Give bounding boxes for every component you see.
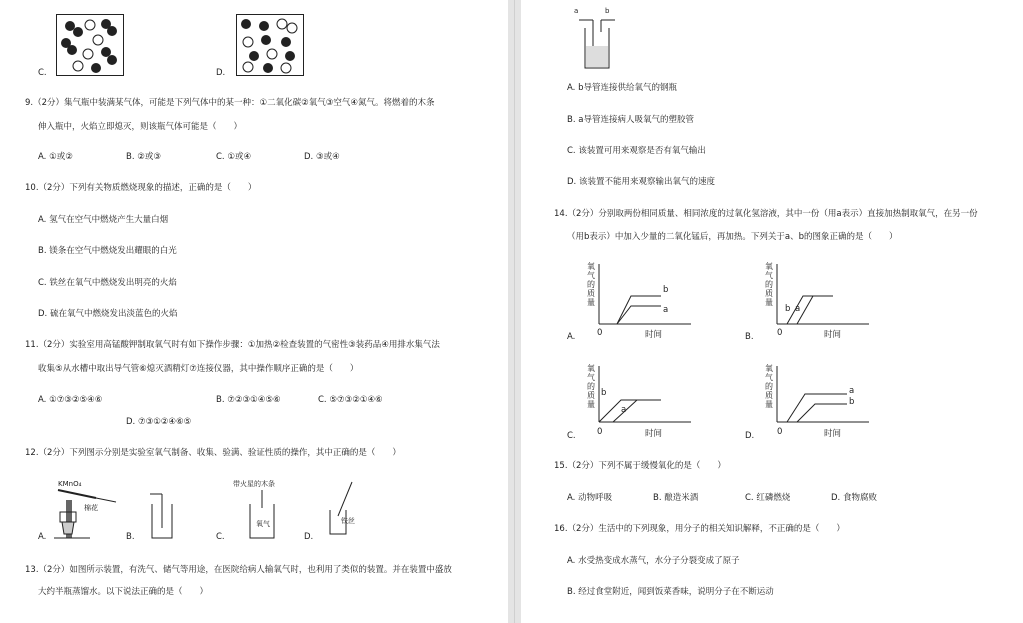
q11-option-b: B. ⑦②③①④⑤⑥ [216, 395, 281, 405]
q14-graph-a-series-a: a [663, 305, 669, 315]
q13-tube-b-label: b [605, 7, 610, 15]
q9-option-a: A. ①或② [38, 152, 73, 162]
q10-option-a: A. 氢气在空气中燃烧产生大量白烟 [38, 215, 169, 225]
right-page [521, 0, 1023, 623]
q14-graph-a-xlabel: 时间 [645, 330, 663, 340]
q12-option-b-collection-bottle [142, 490, 178, 542]
q12-option-b-label: B. [126, 532, 135, 542]
q14-graph-a-label: A. [567, 332, 576, 342]
q9-option-d: D. ③或④ [304, 152, 340, 162]
q13-option-c: C. 该装置可用来观察是否有氧气输出 [567, 146, 706, 156]
page-gutter [508, 0, 521, 623]
left-page [0, 0, 508, 623]
q12-option-d-label: D. [304, 532, 314, 542]
q14-graph-d-zero: 0 [777, 427, 783, 437]
q12-option-c-label: C. [216, 532, 225, 542]
q15-option-d: D. 食物腐败 [831, 493, 877, 503]
q8-option-d-label: D. [216, 68, 226, 78]
q10-option-d: D. 硫在氧气中燃烧发出淡蓝色的火焰 [38, 309, 178, 319]
q14-graph-b-zero: 0 [777, 328, 783, 338]
q13-stem-line1: 13.（2分）如图所示装置，有洗气、储气等用途，在医院给病人输氧气时，也利用了类似的装置。并在装置中盛放 [25, 565, 452, 575]
q14-graph-c-series-b: b [601, 388, 607, 398]
q9-option-b: B. ②或③ [126, 152, 161, 162]
q12-iron-label: 铁丝 [341, 517, 355, 525]
q15-stem: 15.（2分）下列不属于缓慢氧化的是（ ） [554, 461, 726, 471]
q9-stem-line1: 9.（2分）集气瓶中装满某气体，可能是下列气体中的某一种：①二氧化碳②氧气③空气④氮气。将燃着的木条 [25, 98, 435, 108]
q14-graph-b-series-b: b [785, 304, 791, 314]
q14-graph-c-label: C. [567, 431, 576, 441]
q8-option-d-diagram [236, 14, 304, 76]
q12-option-a-label: A. [38, 532, 47, 542]
q13-tube-a-label: a [574, 7, 579, 15]
q11-option-d: D. ⑦③①②④⑥⑤ [126, 417, 192, 427]
q15-option-c: C. 红磷燃烧 [745, 493, 791, 503]
q15-option-a: A. 动物呼吸 [567, 493, 613, 503]
q14-graph-c-xlabel: 时间 [645, 429, 663, 439]
q14-graph-d-label: D. [745, 431, 755, 441]
q14-stem-line2: （用b表示）中加入少量的二氧化锰后，再加热。下列关于a、b的图象正确的是（ ） [567, 232, 898, 242]
q12-splint-label: 带火星的木条 [233, 480, 275, 488]
q14-graph-c-ylabel: 氧 气 的 质 量 [587, 364, 595, 409]
q8-option-c-label: C. [38, 68, 47, 78]
q12-oxygen-label: 氧气 [256, 520, 270, 528]
q13-option-a: A. b导管连接供给氧气的钢瓶 [567, 83, 677, 93]
q13-option-b: B. a导管连接病人吸氧气的塑胶管 [567, 115, 694, 125]
q14-graph-a-ylabel: 氧 气 的 质 量 [587, 262, 595, 307]
q14-graph-a-series-b: b [663, 285, 669, 295]
q11-stem-line2: 收集⑤从水槽中取出导气管⑥熄灭酒精灯⑦连接仪器，其中操作顺序正确的是（ ） [38, 364, 359, 374]
q9-option-c: C. ①或④ [216, 152, 252, 162]
q14-graph-a [595, 262, 695, 328]
q14-graph-d-ylabel: 氧 气 的 质 量 [765, 364, 773, 409]
q16-option-a: A. 水受热变成水蒸气，水分子分裂变成了原子 [567, 556, 740, 566]
q12-option-d-iron-wire-bottle [322, 480, 362, 542]
q16-stem: 16.（2分）生活中的下列现象，用分子的相关知识解释，不正确的是（ ） [554, 524, 845, 534]
q12-cotton-label: 棉花 [84, 504, 98, 512]
q9-stem-line2: 伸入瓶中，火焰立即熄灭，则该瓶气体可能是（ ） [38, 122, 243, 132]
q14-graph-d-series-a: a [849, 386, 855, 396]
q16-option-b: B. 经过食堂附近，闻到饭菜香味，说明分子在不断运动 [567, 587, 774, 597]
q11-option-c: C. ⑤⑦③②①④⑥ [318, 395, 383, 405]
q12-kmno4-label: KMnO₄ [58, 480, 82, 488]
q11-option-a: A. ①⑦③②⑤④⑥ [38, 395, 103, 405]
q14-graph-b-xlabel: 时间 [824, 330, 842, 340]
q8-option-c-diagram [56, 14, 124, 76]
q14-graph-b [773, 262, 873, 328]
q13-stem-line2: 大约半瓶蒸馏水。以下说法正确的是（ ） [38, 587, 209, 597]
q14-graph-c-series-a: a [621, 405, 627, 415]
q12-option-c-test-bottle [236, 488, 286, 542]
q11-stem-line1: 11.（2分）实验室用高锰酸钾制取氧气时有如下操作步骤：①加热②检查装置的气密性③装药品④用排水集气法 [25, 340, 440, 350]
q13-option-d: D. 该装置不能用来观察输出氧气的速度 [567, 177, 715, 187]
q14-graph-d [773, 364, 873, 426]
q10-option-c: C. 铁丝在氧气中燃烧发出明亮的火焰 [38, 278, 177, 288]
q14-graph-b-ylabel: 氧 气 的 质 量 [765, 262, 773, 307]
q14-graph-c-zero: 0 [597, 427, 603, 437]
q14-graph-c [595, 364, 695, 426]
q14-graph-b-series-a: a [795, 304, 801, 314]
q10-stem: 10.（2分）下列有关物质燃烧现象的描述，正确的是（ ） [25, 183, 257, 193]
q14-graph-d-series-b: b [849, 397, 855, 407]
q13-gas-washing-bottle [571, 10, 621, 72]
q14-graph-b-label: B. [745, 332, 754, 342]
q14-graph-d-xlabel: 时间 [824, 429, 842, 439]
q14-graph-a-zero: 0 [597, 328, 603, 338]
q10-option-b: B. 镁条在空气中燃烧发出耀眼的白光 [38, 246, 177, 256]
q14-stem-line1: 14.（2分）分别取两份相同质量、相同浓度的过氧化氢溶液，其中一份（用a表示）直接加热制取氧气，在另一份 [554, 209, 978, 219]
q15-option-b: B. 酿造米酒 [653, 493, 699, 503]
q12-stem: 12.（2分）下列图示分别是实验室氧气制备、收集、验满、验证性质的操作，其中正确的是（ ） [25, 448, 401, 458]
